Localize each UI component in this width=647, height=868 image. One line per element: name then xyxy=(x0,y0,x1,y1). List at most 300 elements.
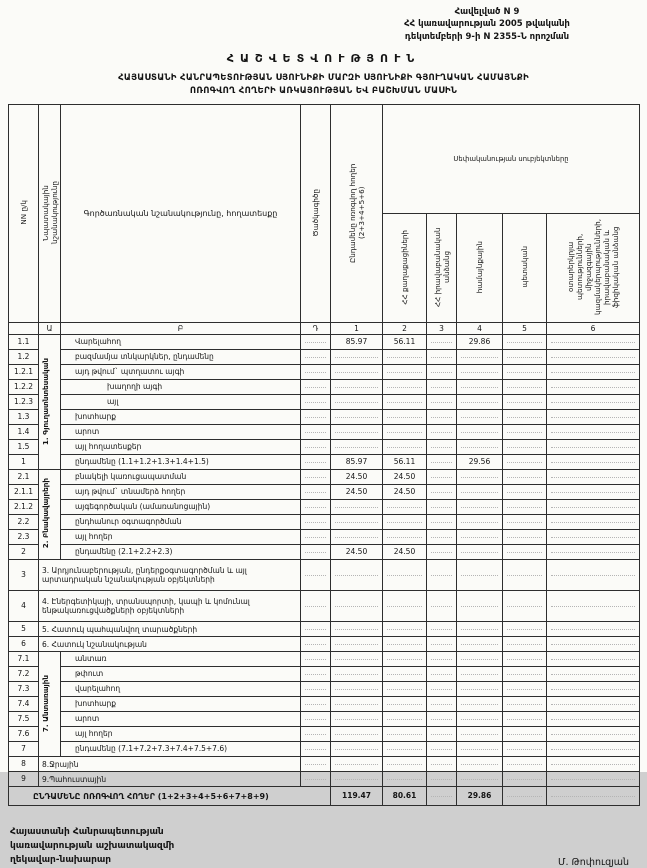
col-header-ownership-group: Սեփականության սուբյեկտները xyxy=(383,105,640,214)
cell-citizens xyxy=(383,530,427,545)
row-label: 3. Արդյունաբերության, ընդերքօգտագործման և այլ արտադրական նշանակության օբյեկտների xyxy=(39,560,301,591)
cell-total xyxy=(331,350,383,365)
row-label: այլ հողեր xyxy=(61,727,301,742)
signature-line-3: ղեկավար-նախարար xyxy=(10,855,112,866)
cell-legal xyxy=(427,335,457,350)
cell-community xyxy=(457,470,503,485)
row-num: 7.1 xyxy=(9,652,39,667)
row-num: 7.4 xyxy=(9,697,39,712)
row-label: 8.Ջրային xyxy=(39,757,301,772)
cell-citizens xyxy=(383,637,427,652)
cell-code xyxy=(301,637,331,652)
cell-state xyxy=(503,395,547,410)
cell-state xyxy=(503,622,547,637)
col-header-total-cell xyxy=(331,105,383,323)
row-num: 7 xyxy=(9,742,39,757)
cell-state xyxy=(503,742,547,757)
appendix-line-2: ՀՀ կառավարության 2005 թվականի xyxy=(404,19,570,30)
cell-foreign xyxy=(547,530,640,545)
col-header-community: համայնքային xyxy=(475,240,484,294)
table-row xyxy=(9,395,640,410)
col-header-legal-entities: ՀՀ իրավաբանական անձանց xyxy=(432,227,451,307)
cell-community xyxy=(457,410,503,425)
row-label: 4. Էներգետիկայի, տրանսպորտի, կապի և կոմունալ ենթակառուցվածքների օբյեկտների xyxy=(39,591,301,622)
row-label: բազմամյա տնկարկներ, ընդամենը xyxy=(61,350,301,365)
cell-state xyxy=(503,380,547,395)
cell-total xyxy=(331,410,383,425)
row-label: 9.Պահուստային xyxy=(39,772,301,787)
cell-community xyxy=(457,682,503,697)
signature-title xyxy=(10,826,174,868)
letter-cell: 5 xyxy=(503,323,547,335)
cell-total: 24.50 xyxy=(331,485,383,500)
cell-total xyxy=(331,667,383,682)
col-header-nn: NN ը/կ xyxy=(19,200,28,225)
cell-community: 29.86 xyxy=(457,335,503,350)
cell-community xyxy=(457,667,503,682)
cell-legal xyxy=(427,365,457,380)
cell-citizens: 24.50 xyxy=(383,545,427,560)
col-header-legal-cell xyxy=(427,214,457,323)
cell-legal xyxy=(427,637,457,652)
cell-community xyxy=(457,365,503,380)
cell-state xyxy=(503,682,547,697)
cell-code xyxy=(301,667,331,682)
cell-code xyxy=(301,410,331,425)
cell-total xyxy=(331,515,383,530)
cell-legal xyxy=(427,727,457,742)
signature-line-2: կառավարության աշխատակազմի xyxy=(10,841,175,852)
cell-legal xyxy=(427,591,457,622)
signature-block xyxy=(8,826,639,868)
appendix-note xyxy=(337,6,637,43)
cell-community: 29.86 xyxy=(457,787,503,806)
table-row xyxy=(9,425,640,440)
cell-community xyxy=(457,485,503,500)
cell-legal xyxy=(427,485,457,500)
report-titles xyxy=(8,52,639,98)
section-cell xyxy=(39,335,61,470)
row-label: այլ xyxy=(61,395,301,410)
cell-code xyxy=(301,712,331,727)
cell-code xyxy=(301,622,331,637)
cell-citizens: 24.50 xyxy=(383,485,427,500)
cell-legal xyxy=(427,470,457,485)
cell-citizens xyxy=(383,500,427,515)
table-row xyxy=(9,682,640,697)
cell-community xyxy=(457,545,503,560)
cell-total xyxy=(331,591,383,622)
row-num: 2.1 xyxy=(9,470,39,485)
cell-code xyxy=(301,365,331,380)
cell-code xyxy=(301,530,331,545)
table-row xyxy=(9,697,640,712)
row-label: ընդամենը (7.1+7.2+7.3+7.4+7.5+7.6) xyxy=(61,742,301,757)
cell-code xyxy=(301,395,331,410)
row-label: բնակելի կառուցապատման xyxy=(61,470,301,485)
table-row xyxy=(9,410,640,425)
cell-code xyxy=(301,455,331,470)
cell-legal xyxy=(427,530,457,545)
cell-code xyxy=(301,485,331,500)
report-title: ՀԱՇՎԵՏՎՈՒԹՅՈՒՆ xyxy=(226,51,421,65)
row-num: 3 xyxy=(9,560,39,591)
section-cell xyxy=(39,470,61,560)
row-num: 1.2 xyxy=(9,350,39,365)
cell-state xyxy=(503,365,547,380)
cell-foreign xyxy=(547,727,640,742)
cell-community xyxy=(457,395,503,410)
cell-foreign xyxy=(547,560,640,591)
cell-code xyxy=(301,591,331,622)
cell-community xyxy=(457,440,503,455)
cell-community xyxy=(457,652,503,667)
cell-state xyxy=(503,530,547,545)
cell-foreign xyxy=(547,455,640,470)
row-num: 1.3 xyxy=(9,410,39,425)
table-row xyxy=(9,712,640,727)
row-num: 2.2 xyxy=(9,515,39,530)
table-row xyxy=(9,350,640,365)
cell-foreign xyxy=(547,652,640,667)
cell-code xyxy=(301,380,331,395)
row-label: այդ թվում` տնամերձ հողեր xyxy=(61,485,301,500)
cell-citizens: 80.61 xyxy=(383,787,427,806)
section-label-agricultural: 1. Գյուղատնտեսական xyxy=(41,357,50,445)
cell-community xyxy=(457,350,503,365)
cell-citizens xyxy=(383,742,427,757)
cell-total xyxy=(331,530,383,545)
row-label: այգեգործական (ամառանոցային) xyxy=(61,500,301,515)
row-num: 7.5 xyxy=(9,712,39,727)
grand-total-label: ԸՆԴԱՄԵՆԸ ՈՌՈԳՎՈՂ ՀՈՂԵՐ (1+2+3+4+5+6+7+8+9) xyxy=(9,787,331,806)
cell-citizens xyxy=(383,560,427,591)
row-label: 5. Հատուկ պահպանվող տարածքների xyxy=(39,622,301,637)
col-header-code: Ծածկագիծը xyxy=(311,188,320,237)
cell-code xyxy=(301,757,331,772)
row-num: 7.2 xyxy=(9,667,39,682)
row-num: 1 xyxy=(9,455,39,470)
cell-citizens xyxy=(383,350,427,365)
table-row xyxy=(9,652,640,667)
cell-state xyxy=(503,697,547,712)
cell-total xyxy=(331,637,383,652)
cell-community xyxy=(457,380,503,395)
cell-community xyxy=(457,742,503,757)
cell-citizens xyxy=(383,395,427,410)
table-row xyxy=(9,560,640,591)
table-row xyxy=(9,500,640,515)
cell-citizens xyxy=(383,772,427,787)
cell-code xyxy=(301,682,331,697)
cell-foreign xyxy=(547,395,640,410)
cell-foreign xyxy=(547,380,640,395)
row-label: այլ հողեր xyxy=(61,530,301,545)
cell-legal xyxy=(427,455,457,470)
cell-total: 24.50 xyxy=(331,470,383,485)
row-num: 7.3 xyxy=(9,682,39,697)
cell-code xyxy=(301,425,331,440)
cell-state xyxy=(503,515,547,530)
cell-citizens xyxy=(383,682,427,697)
cell-total xyxy=(331,727,383,742)
row-label: Վարելահող xyxy=(61,335,301,350)
col-header-foreign-cell xyxy=(547,214,640,323)
letter-cell: 6 xyxy=(547,323,640,335)
row-label: վարելահող xyxy=(61,682,301,697)
row-num: 4 xyxy=(9,591,39,622)
cell-state xyxy=(503,425,547,440)
cell-total xyxy=(331,560,383,591)
cell-foreign xyxy=(547,485,640,500)
table-row xyxy=(9,335,640,350)
cell-legal xyxy=(427,697,457,712)
cell-state xyxy=(503,772,547,787)
cell-foreign xyxy=(547,622,640,637)
cell-community: 29.56 xyxy=(457,455,503,470)
row-num: 1.4 xyxy=(9,425,39,440)
cell-state xyxy=(503,455,547,470)
cell-legal xyxy=(427,425,457,440)
col-header-purpose: Նպատակային նշանակությունը xyxy=(41,181,59,245)
cell-total xyxy=(331,380,383,395)
cell-citizens: 56.11 xyxy=(383,455,427,470)
letter-cell xyxy=(9,323,39,335)
letter-cell: Դ xyxy=(301,323,331,335)
section-cell xyxy=(39,652,61,757)
cell-citizens: 56.11 xyxy=(383,335,427,350)
cell-community xyxy=(457,727,503,742)
table-row xyxy=(9,440,640,455)
table-row xyxy=(9,365,640,380)
table-row xyxy=(9,742,640,757)
col-header-community-cell xyxy=(457,214,503,323)
col-header-state: պետական xyxy=(520,246,529,288)
col-header-total: Ընդամենը ոռոգվող հողեր (2+3+4+5+6) xyxy=(347,162,366,263)
cell-state xyxy=(503,440,547,455)
cell-legal xyxy=(427,560,457,591)
col-header-citizens-cell xyxy=(383,214,427,323)
col-header-purpose-cell xyxy=(39,105,61,323)
letter-cell: 1 xyxy=(331,323,383,335)
cell-code xyxy=(301,697,331,712)
letter-cell: Ա xyxy=(39,323,61,335)
row-label: արոտ xyxy=(61,712,301,727)
cell-code xyxy=(301,560,331,591)
row-num: 6 xyxy=(9,637,39,652)
cell-legal xyxy=(427,742,457,757)
cell-community xyxy=(457,772,503,787)
cell-total xyxy=(331,712,383,727)
cell-foreign xyxy=(547,470,640,485)
table-row xyxy=(9,757,640,772)
cell-legal xyxy=(427,787,457,806)
cell-community xyxy=(457,591,503,622)
table-row xyxy=(9,545,640,560)
cell-state xyxy=(503,560,547,591)
cell-code xyxy=(301,500,331,515)
row-label: խոտհարք xyxy=(61,697,301,712)
cell-state xyxy=(503,652,547,667)
cell-foreign xyxy=(547,697,640,712)
cell-citizens xyxy=(383,622,427,637)
letter-cell: 2 xyxy=(383,323,427,335)
table-row xyxy=(9,380,640,395)
cell-code xyxy=(301,470,331,485)
cell-legal xyxy=(427,440,457,455)
letter-cell: 3 xyxy=(427,323,457,335)
report-subtitle-2: ՈՌՈԳՎՈՂ ՀՈՂԵՐԻ ԱՌԿԱՅՈՒԹՅԱՆ ԵՎ ԲԱՇԽՄԱՆ ՄԱՍԻՆ xyxy=(189,85,458,96)
cell-code xyxy=(301,335,331,350)
cell-total: 85.97 xyxy=(331,455,383,470)
cell-legal xyxy=(427,757,457,772)
cell-code xyxy=(301,727,331,742)
cell-state xyxy=(503,500,547,515)
cell-code xyxy=(301,545,331,560)
cell-legal xyxy=(427,682,457,697)
cell-foreign xyxy=(547,500,640,515)
cell-legal xyxy=(427,772,457,787)
row-label: խոտհարք xyxy=(61,410,301,425)
row-num: 9 xyxy=(9,772,39,787)
row-num: 8 xyxy=(9,757,39,772)
table-row xyxy=(9,727,640,742)
row-label: խաղողի այգի xyxy=(61,380,301,395)
cell-legal xyxy=(427,712,457,727)
cell-total xyxy=(331,395,383,410)
cell-citizens xyxy=(383,591,427,622)
cell-total: 85.97 xyxy=(331,335,383,350)
cell-state xyxy=(503,727,547,742)
cell-state xyxy=(503,545,547,560)
cell-legal xyxy=(427,350,457,365)
cell-citizens xyxy=(383,652,427,667)
cell-citizens xyxy=(383,410,427,425)
table-row xyxy=(9,530,640,545)
cell-code xyxy=(301,772,331,787)
table-row xyxy=(9,485,640,500)
table-row xyxy=(9,455,640,470)
cell-community xyxy=(457,515,503,530)
col-header-code-cell xyxy=(301,105,331,323)
cell-state xyxy=(503,712,547,727)
cell-total xyxy=(331,365,383,380)
letter-cell: 4 xyxy=(457,323,503,335)
table-row xyxy=(9,637,640,652)
cell-legal xyxy=(427,500,457,515)
section-label-settlements: 2. Բնակավայրերի xyxy=(41,478,50,549)
row-num: 2.1.1 xyxy=(9,485,39,500)
row-num: 1.2.1 xyxy=(9,365,39,380)
row-label: այլ հողատեսքեր xyxy=(61,440,301,455)
cell-community xyxy=(457,500,503,515)
report-subtitle-1: ՀԱՅԱՍՏԱՆԻ ՀԱՆՐԱՊԵՏՈՒԹՅԱՆ ՍՅՈՒՆԻՔԻ ՄԱՐԶԻ ՍՅՈՒՆԻՔԻ ԳՅՈՒՂԱԿԱՆ ՀԱՄԱՅՆՔԻ xyxy=(118,72,529,83)
cell-foreign xyxy=(547,515,640,530)
cell-state xyxy=(503,350,547,365)
cell-state xyxy=(503,410,547,425)
cell-state xyxy=(503,470,547,485)
cell-community xyxy=(457,712,503,727)
cell-foreign xyxy=(547,637,640,652)
cell-total xyxy=(331,772,383,787)
cell-citizens xyxy=(383,712,427,727)
row-num: 1.5 xyxy=(9,440,39,455)
cell-legal xyxy=(427,545,457,560)
cell-community xyxy=(457,425,503,440)
irrigated-lands-table xyxy=(8,104,640,806)
signature-line-1: Հայաստանի Հանրապետության xyxy=(10,827,164,838)
row-num: 1.2.2 xyxy=(9,380,39,395)
cell-foreign xyxy=(547,425,640,440)
cell-community xyxy=(457,560,503,591)
row-label: անտառ xyxy=(61,652,301,667)
cell-citizens xyxy=(383,380,427,395)
row-label: այդ թվում` պտղատու այգի xyxy=(61,365,301,380)
cell-citizens xyxy=(383,440,427,455)
cell-state xyxy=(503,787,547,806)
cell-total xyxy=(331,652,383,667)
cell-community xyxy=(457,622,503,637)
cell-citizens xyxy=(383,515,427,530)
cell-foreign xyxy=(547,545,640,560)
cell-code xyxy=(301,515,331,530)
cell-total xyxy=(331,742,383,757)
cell-code xyxy=(301,652,331,667)
cell-foreign xyxy=(547,787,640,806)
row-num: 2.1.2 xyxy=(9,500,39,515)
cell-total xyxy=(331,682,383,697)
cell-total xyxy=(331,697,383,712)
cell-foreign xyxy=(547,757,640,772)
cell-total xyxy=(331,500,383,515)
cell-foreign xyxy=(547,350,640,365)
cell-state xyxy=(503,485,547,500)
cell-foreign xyxy=(547,440,640,455)
cell-state xyxy=(503,591,547,622)
row-num: 2 xyxy=(9,545,39,560)
cell-foreign xyxy=(547,742,640,757)
table-row xyxy=(9,622,640,637)
cell-citizens xyxy=(383,757,427,772)
cell-code xyxy=(301,440,331,455)
cell-state xyxy=(503,757,547,772)
row-label: ընդամենը (1.1+1.2+1.3+1.4+1.5) xyxy=(61,455,301,470)
cell-citizens xyxy=(383,727,427,742)
letter-cell: Բ xyxy=(61,323,301,335)
cell-community xyxy=(457,757,503,772)
cell-foreign xyxy=(547,712,640,727)
cell-citizens: 24.50 xyxy=(383,470,427,485)
cell-total xyxy=(331,757,383,772)
table-row xyxy=(9,591,640,622)
col-header-foreign: օտարերկրյա պետությունների, միջազգային կազմակերպությունների, իրավաբանական և ֆիզիկական անձանց xyxy=(566,219,620,316)
col-header-state-cell xyxy=(503,214,547,323)
cell-foreign xyxy=(547,591,640,622)
signature-name: Մ. Թոփուզյան xyxy=(557,857,629,868)
table-row xyxy=(9,515,640,530)
row-label: 6. Հատուկ նշանակության xyxy=(39,637,301,652)
table-row xyxy=(9,667,640,682)
cell-community xyxy=(457,637,503,652)
cell-community xyxy=(457,530,503,545)
col-header-nn-cell xyxy=(9,105,39,323)
cell-foreign xyxy=(547,667,640,682)
grand-total-row xyxy=(9,787,640,806)
cell-foreign xyxy=(547,772,640,787)
table-row xyxy=(9,470,640,485)
appendix-line-1: Հավելված N 9 xyxy=(454,7,520,17)
row-label: թփուտ xyxy=(61,667,301,682)
